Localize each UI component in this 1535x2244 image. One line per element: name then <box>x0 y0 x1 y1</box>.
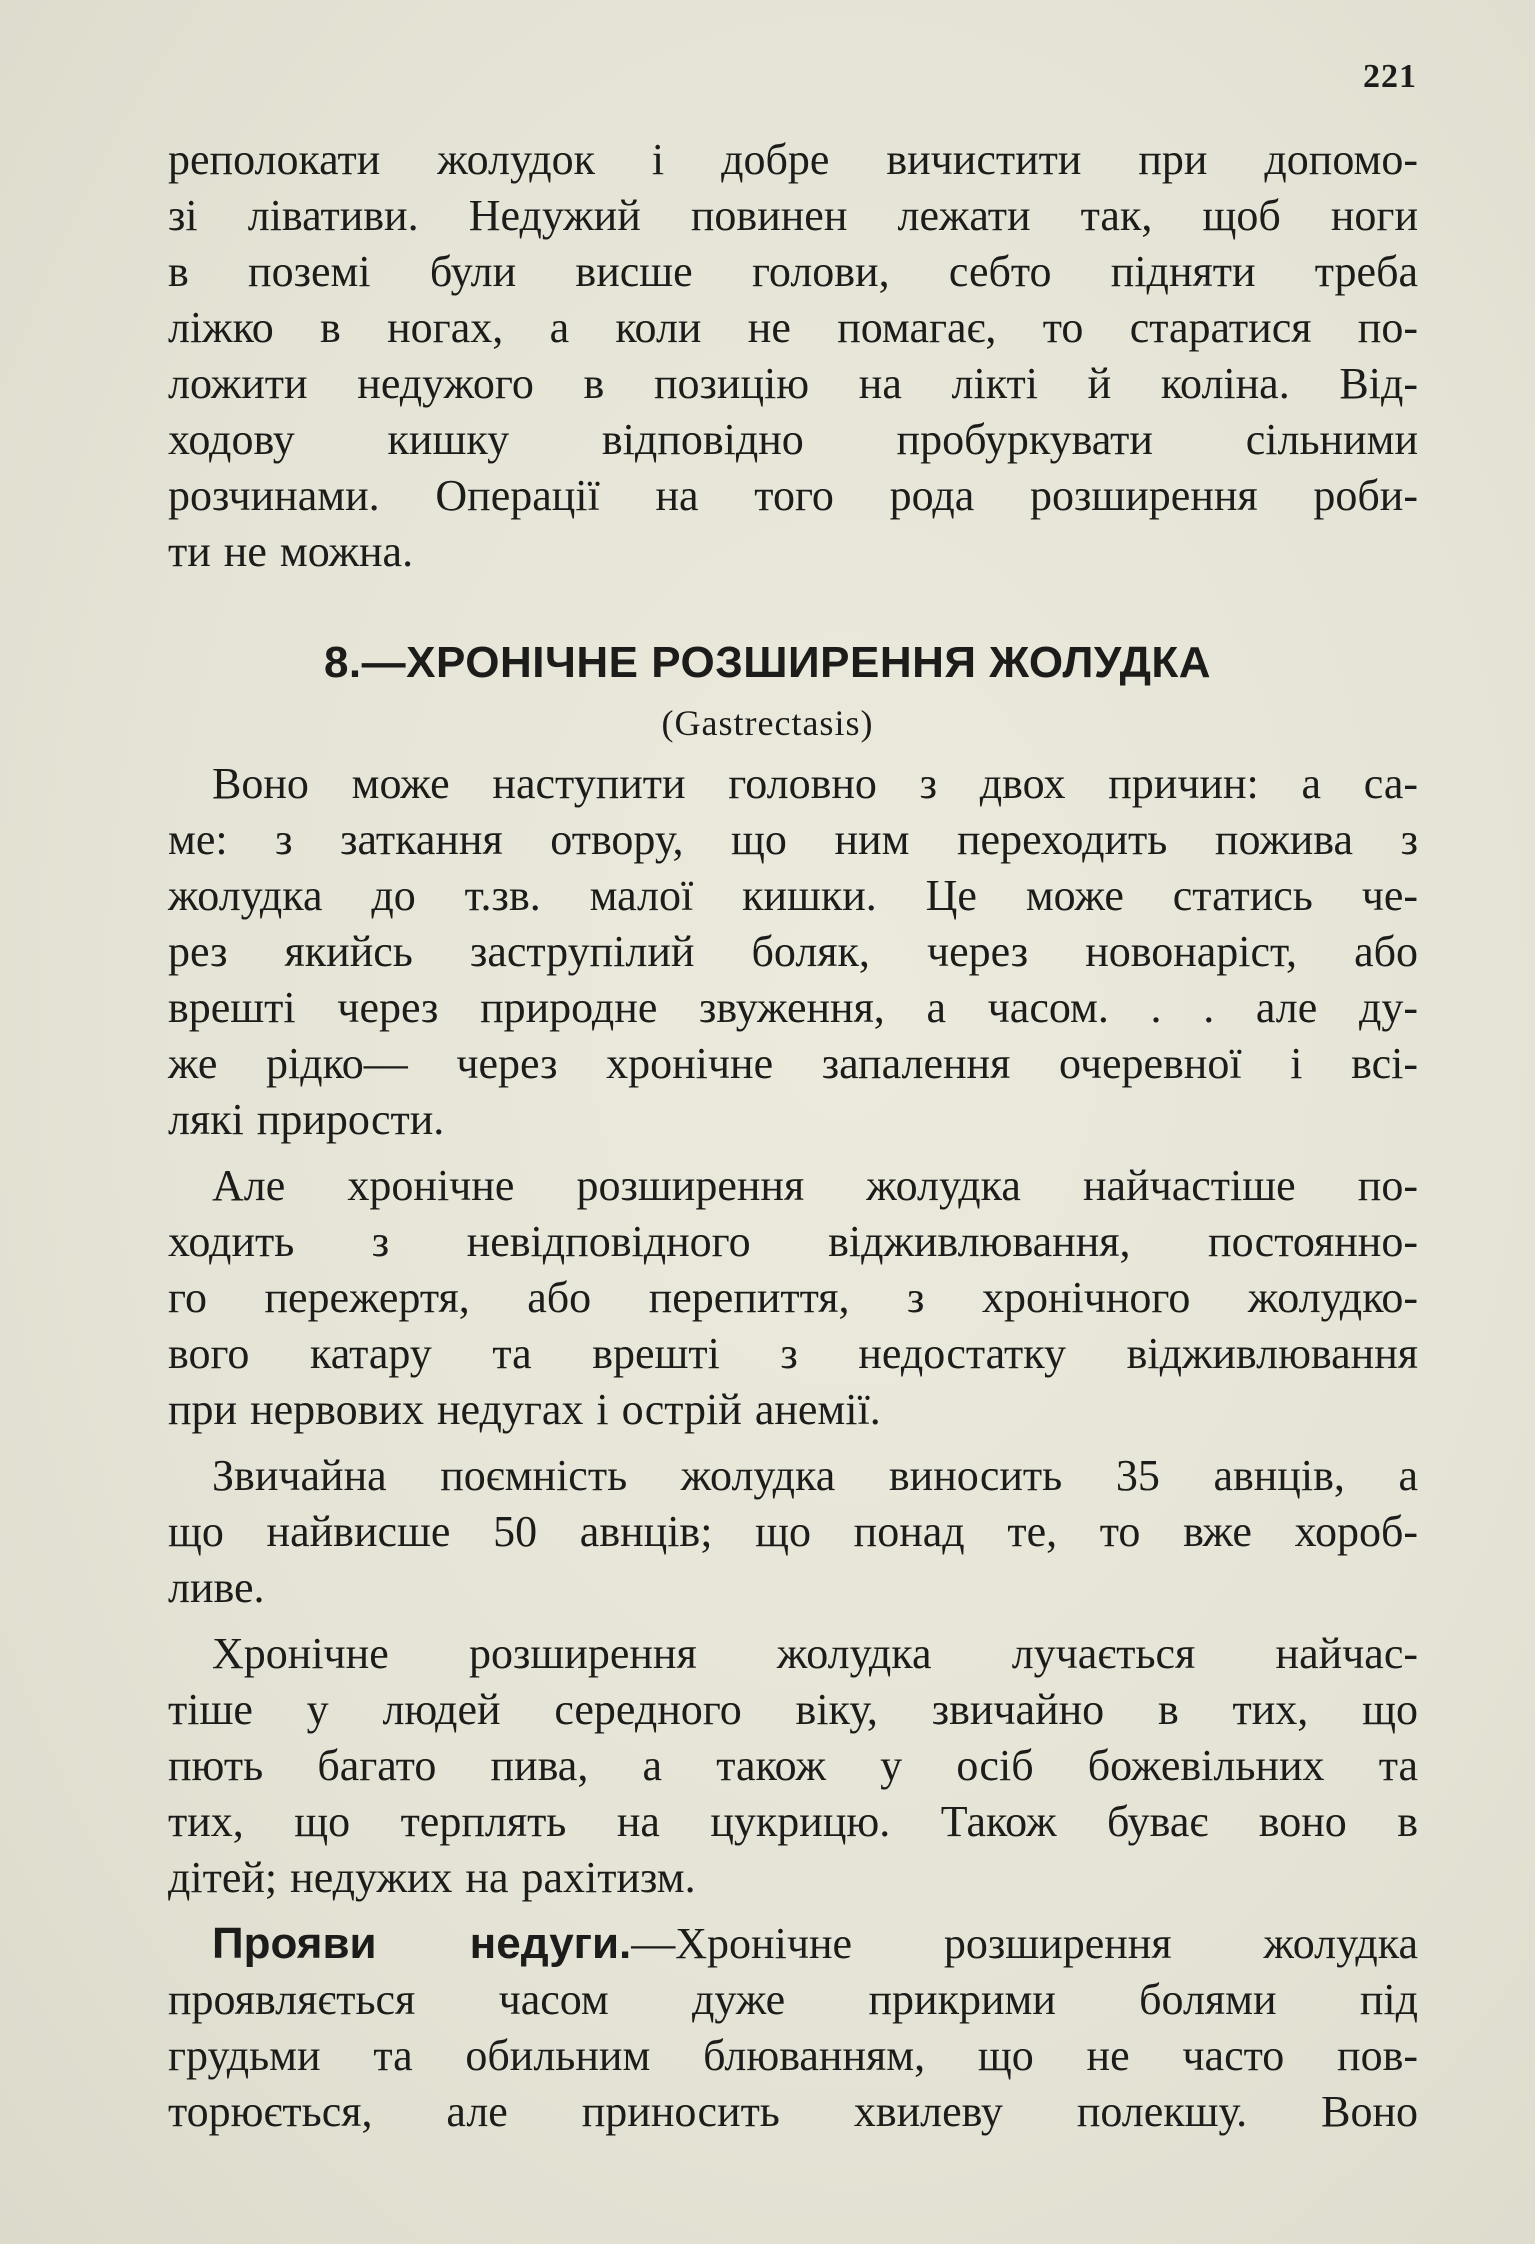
text-line: рез якийсь заструпілий боляк, через новонаріст, або <box>168 927 1418 976</box>
text-line: тих, що терплять на цукрицю. Також буває воно в <box>168 1797 1418 1846</box>
text-line: Воно може наступити головно з двох причин: а са- <box>212 759 1418 808</box>
text-line: ложити недужого в позицію на лікті й коліна. Від- <box>168 359 1418 408</box>
text-line: го пережертя, або перепиття, з хронічного жолудко- <box>168 1273 1418 1322</box>
text-line: ти не можна. <box>168 527 414 576</box>
text-line: що найвисше 50 авнців; що понад те, то вже хороб- <box>168 1507 1418 1556</box>
text-line <box>212 1916 1418 1972</box>
text-line: ливе. <box>168 1563 265 1612</box>
text-line: при нервових недугах і острій анемії. <box>168 1385 881 1434</box>
text-line: Але хронічне розширення жолудка найчастіше по- <box>212 1161 1418 1210</box>
text-line: ходить з невідповідного відживлювання, постоянно- <box>168 1217 1418 1266</box>
text-line: вого катару та врешті з недостатку відживлювання <box>168 1329 1418 1378</box>
text-line: же рідко— через хронічне запалення очеревної і всі- <box>168 1039 1418 1088</box>
text-line: ходову кишку відповідно пробуркувати сільними <box>168 415 1418 464</box>
text-line: ме: з заткання отвору, що ним переходить пожива з <box>168 815 1418 864</box>
section-heading: 8.—ХРОНІЧНЕ РОЗШИРЕННЯ ЖОЛУДКА <box>323 638 1212 687</box>
text-line: пють багато пива, а також у осіб божевільних та <box>168 1741 1418 1790</box>
bold-run-in-heading: Прояви недуги. <box>212 1919 632 1968</box>
text-line: проявляється часом дуже прикрими болями під <box>168 1975 1418 2024</box>
text-line: лякі прирости. <box>168 1095 445 1144</box>
text-line: реполокати жолудок і добре вичистити при допомо- <box>168 135 1418 184</box>
text-line: Хронічне розширення жолудка лучається найчас- <box>212 1629 1418 1678</box>
page-number: 221 <box>1363 58 1417 95</box>
text-line: тіше у людей середного віку, звичайно в тих, що <box>168 1685 1418 1734</box>
text-line: грудьми та обильним блюванням, що не часто пов- <box>168 2031 1418 2080</box>
text-line: зі лівативи. Недужий повинен лежати так, щоб ноги <box>168 191 1418 240</box>
text-line: розчинами. Операції на того рода розширення роби- <box>168 471 1418 520</box>
text-line: торюється, але приносить хвилеву полекшу. Воно <box>168 2087 1418 2136</box>
text-line: врешті через природне звуження, а часом. . . але ду- <box>168 983 1418 1032</box>
text-line: жолудка до т.зв. малої кишки. Це може статись че- <box>168 871 1418 920</box>
text-line: в поземі були висше голови, себто підняти треба <box>168 247 1418 296</box>
section-subheading: (Gastrectasis) <box>661 703 874 743</box>
text-line: дітей; недужих на рахітизм. <box>168 1853 696 1902</box>
text-run: —Хронічне розширення жолудка <box>631 1919 1418 1968</box>
text-line: Звичайна поємність жолудка виносить 35 авнців, а <box>212 1451 1418 1500</box>
text-line: ліжко в ногах, а коли не помагає, то старатися по- <box>168 303 1418 352</box>
